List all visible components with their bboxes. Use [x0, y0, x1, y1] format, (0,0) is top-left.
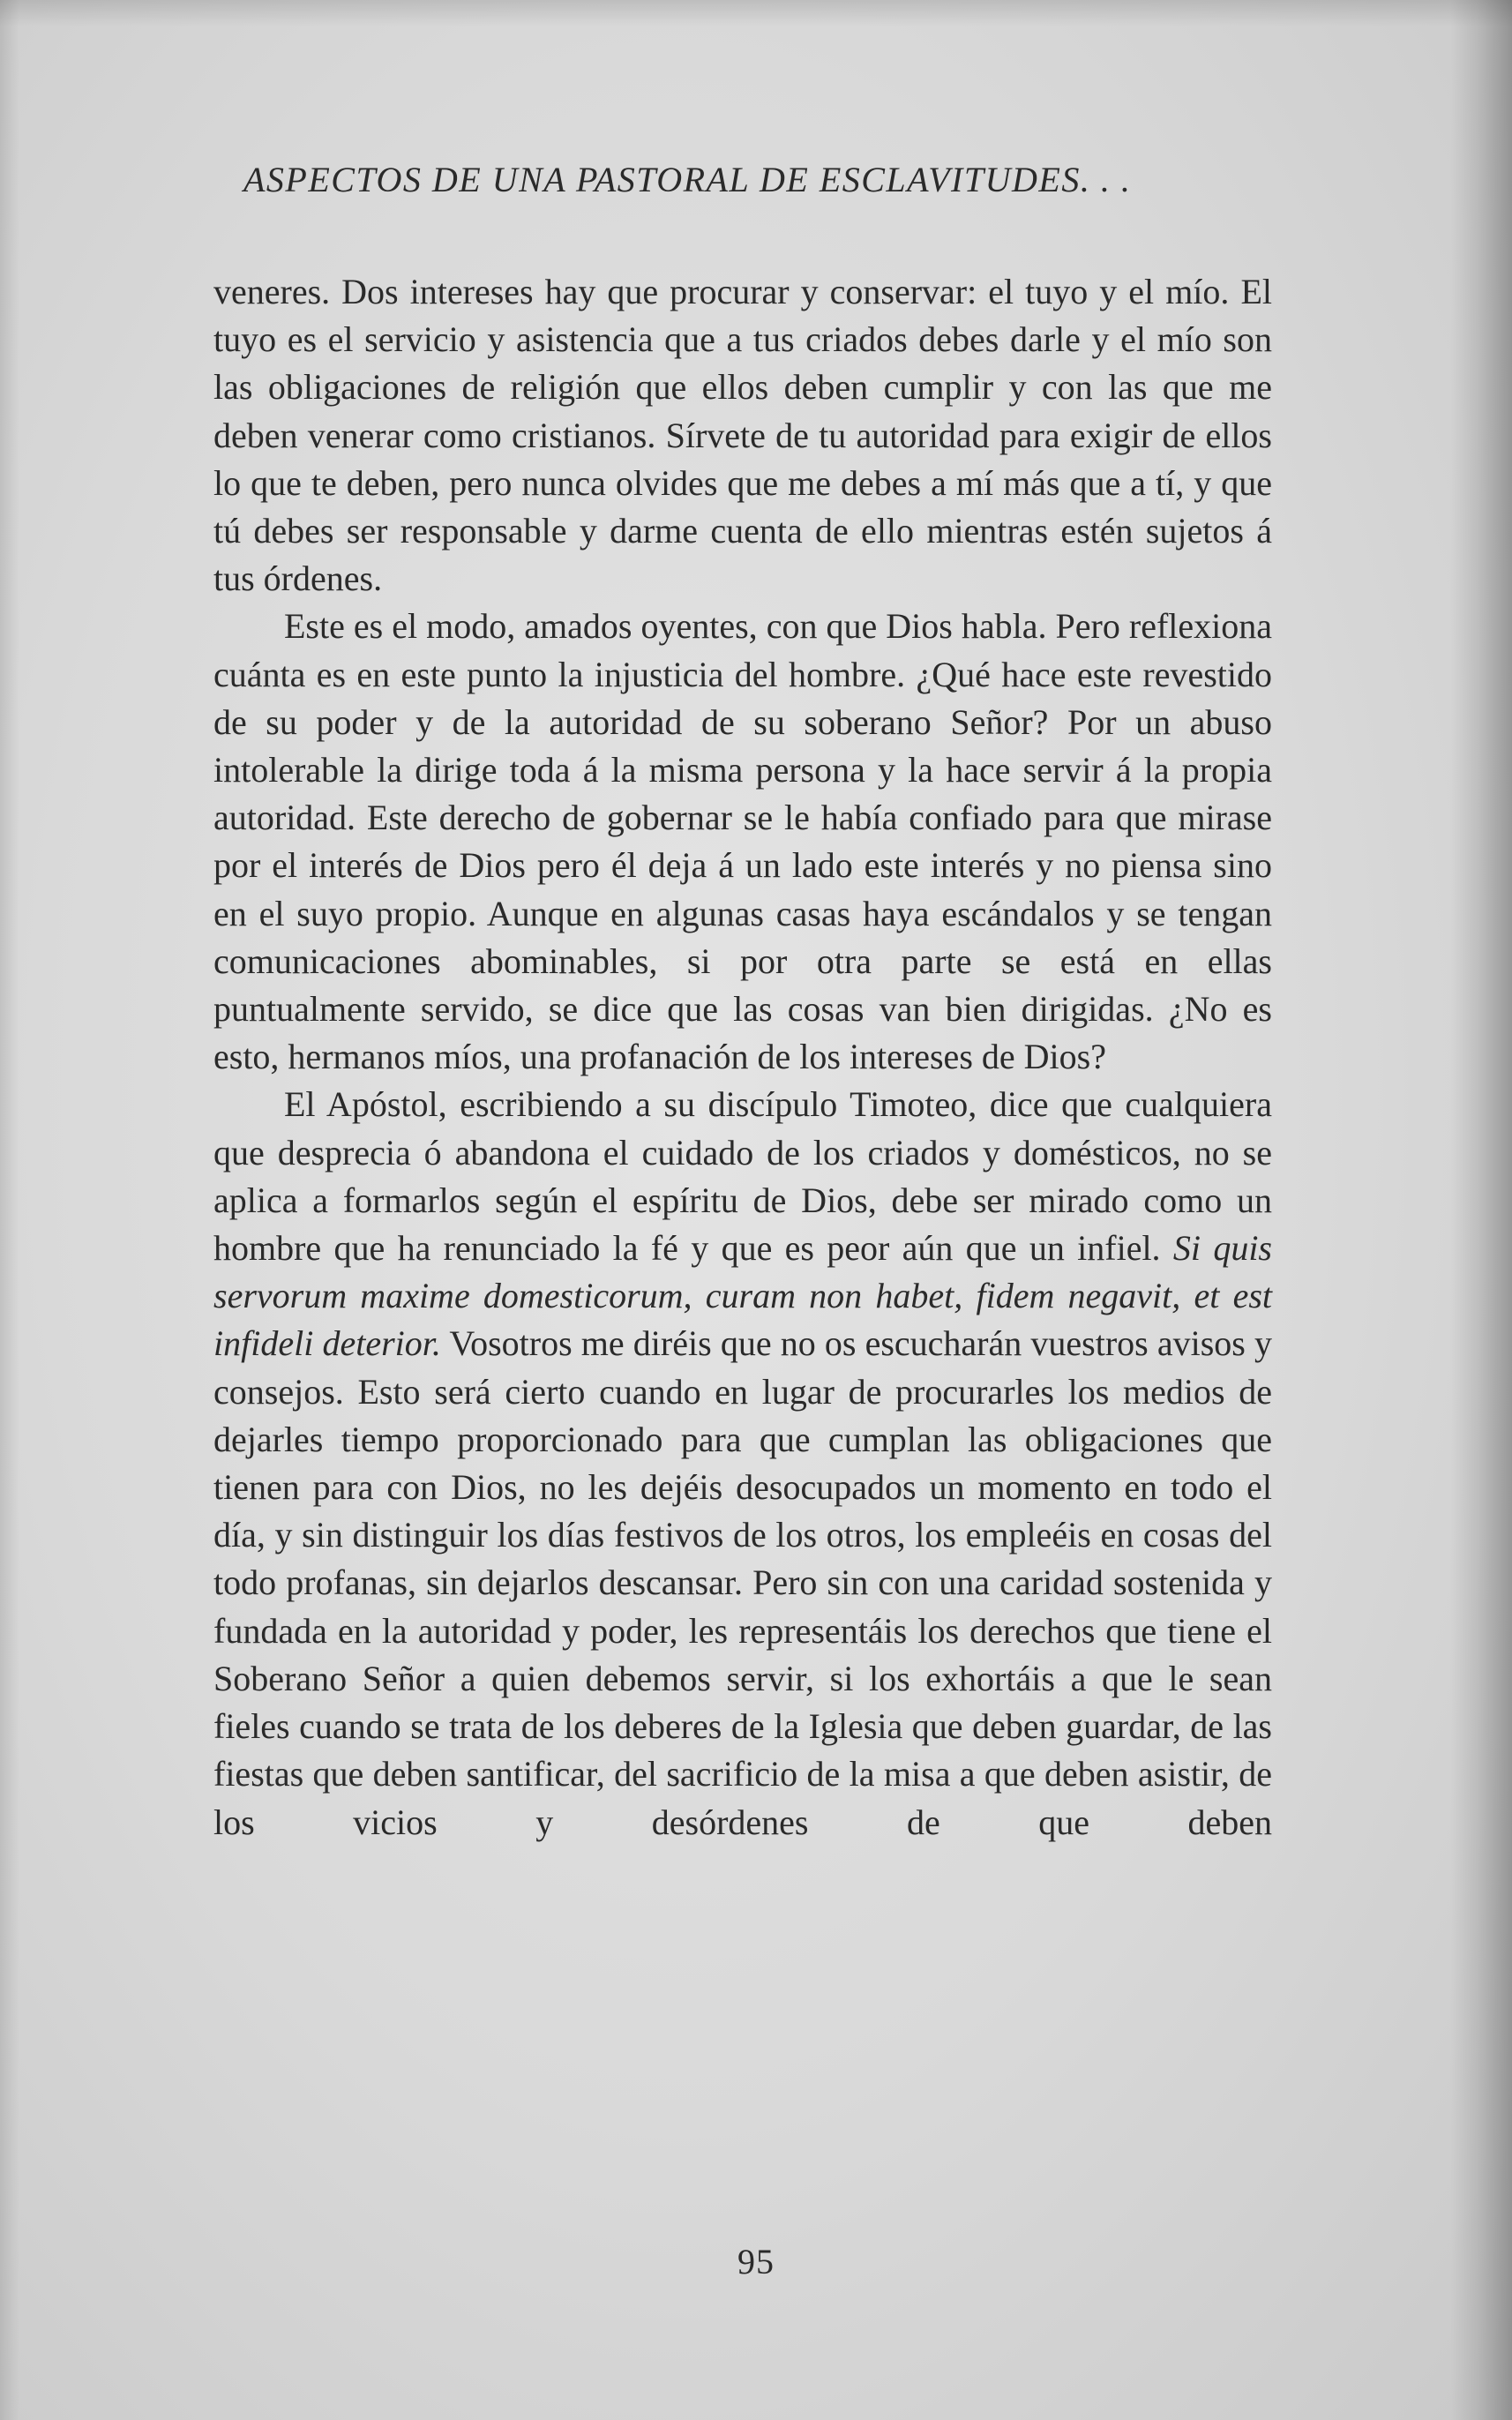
- paragraph-3: [213, 1081, 1272, 1846]
- paragraph-3-end: Vosotros me diréis que no os escucharán vuestros avisos y consejos. Esto será cierto cuando en lugar de procurarles los medios de dejarles tiempo proporcionado para que cumplan las obligaciones que tienen para con Dios, no les dejéis desocupados un momento en todo el día, y sin distinguir los días festivos de los otros, los empleéis en cosas del todo profanas, sin dejarlos descansar. Pero sin con una caridad sostenida y fundada en la autoridad y poder, les representáis los derechos que tiene el Soberano Señor a quien debemos servir, si los exhortáis a que le sean fieles cuando se trata de los deberes de la Iglesia que deben guardar, de las fiestas que deben santificar, del sacrificio de la misa a que deben asistir, de los vicios y desórdenes de que deben: [213, 1323, 1273, 1842]
- page-top-shadow: [0, 0, 1512, 26]
- running-head: ASPECTOS DE UNA PASTORAL DE ESCLAVITUDES. . .: [243, 160, 1132, 199]
- page-left-shadow: [0, 0, 19, 2420]
- body-text: [213, 268, 1272, 1847]
- paragraph-1: veneres. Dos intereses hay que procurar y conservar: el tuyo y el mío. El tuyo es el servicio y asistencia que a tus criados debes darle y el mío son las obligaciones de religión que ellos deben cumplir y con las que me deben venerar como cristianos. Sírvete de tu autoridad para exigir de ellos lo que te deben, pero nunca olvides que me debes a mí más que a tí, y que tú debes ser responsable y darme cuenta de ello mientras estén sujetos á tus órdenes.: [213, 272, 1272, 599]
- latin-quotation: Si quis servorum maxime domesticorum, curam non habet, fidem negavit, et est infideli deterior.: [213, 1228, 1273, 1364]
- page-number: 95: [737, 2242, 775, 2281]
- page-gutter-shadow: [1450, 0, 1512, 2420]
- paragraph-3-start: El Apóstol, escribiendo a su discípulo Timoteo, dice que cualquiera que desprecia ó abandona el cuidado de los criados y domésticos, no se aplica a formarlos según el espíritu de Dios, debe ser mirado como un hombre que ha renunciado la fé y que es peor aún que un infiel.: [213, 1084, 1272, 1269]
- paragraph-2: Este es el modo, amados oyentes, con que Dios habla. Pero reflexiona cuánta es en este punto la injusticia del hombre. ¿Qué hace este revestido de su poder y de la autoridad de su soberano Señor? Por un abuso intolerable la dirige toda á la misma persona y la hace servir á la propia autoridad. Este derecho de gobernar se le había confiado para que mirase por el interés de Dios pero él deja á un lado este interés y no piensa sino en el suyo propio. Aunque en algunas casas haya escándalos y se tengan comunicaciones abominables, si por otra parte se está en ellas puntualmente servido, se dice que las cosas van bien dirigidas. ¿No es esto, hermanos míos, una profanación de los intereses de Dios?: [213, 606, 1272, 1077]
